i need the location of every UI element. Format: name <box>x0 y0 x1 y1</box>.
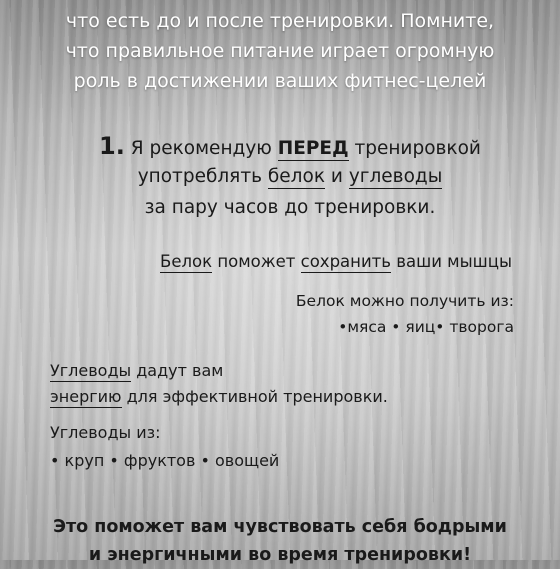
step-number: 1. <box>99 132 125 160</box>
step-text: употреблять <box>137 166 262 187</box>
emphasis-before: ПЕРЕД <box>277 138 349 159</box>
protein-benefit <box>160 252 512 271</box>
text: поможет <box>217 252 296 271</box>
carbs-benefit-line-2 <box>50 384 388 410</box>
keyword-protein: Белок <box>160 252 213 271</box>
text: ваши мышцы <box>396 252 512 271</box>
intro-line-2: что правильное питание играет огромную <box>65 40 495 62</box>
keyword-carbs: углеводы <box>348 166 443 187</box>
step-1-line-1 <box>0 130 560 165</box>
outro-line-1: Это поможет вам чувствовать себя бодрыми <box>53 517 507 537</box>
step-1-line-2 <box>0 161 560 193</box>
keyword-protein: белок <box>267 166 325 187</box>
text: для эффективной тренировки. <box>126 387 388 406</box>
outro-line-2: и энергичными во время тренировки! <box>88 545 472 565</box>
keyword-carbs: Углеводы <box>50 361 132 380</box>
protein-sources: •мяса • яиц• творога <box>338 318 514 336</box>
carbs-benefit-line-1 <box>50 358 223 384</box>
keyword-energy: энергию <box>50 387 122 406</box>
carbs-sources: • круп • фруктов • овощей <box>50 451 280 470</box>
protein-source-label: Белок можно получить из: <box>295 292 514 310</box>
keyword-preserve: сохранить <box>300 252 392 271</box>
intro-line-3: роль в достижении ваших фитнес-целей <box>73 70 487 92</box>
step-text: Я рекомендую <box>130 138 272 159</box>
step-text: и <box>330 166 343 187</box>
text: дадут вам <box>136 361 224 380</box>
intro-line-1: что есть до и после тренировки. Помните, <box>65 10 495 32</box>
step-1-line-3: за пару часов до тренировки. <box>144 197 436 218</box>
carbs-source-label: Углеводы из: <box>50 423 161 442</box>
step-text: тренировкой <box>354 138 481 159</box>
